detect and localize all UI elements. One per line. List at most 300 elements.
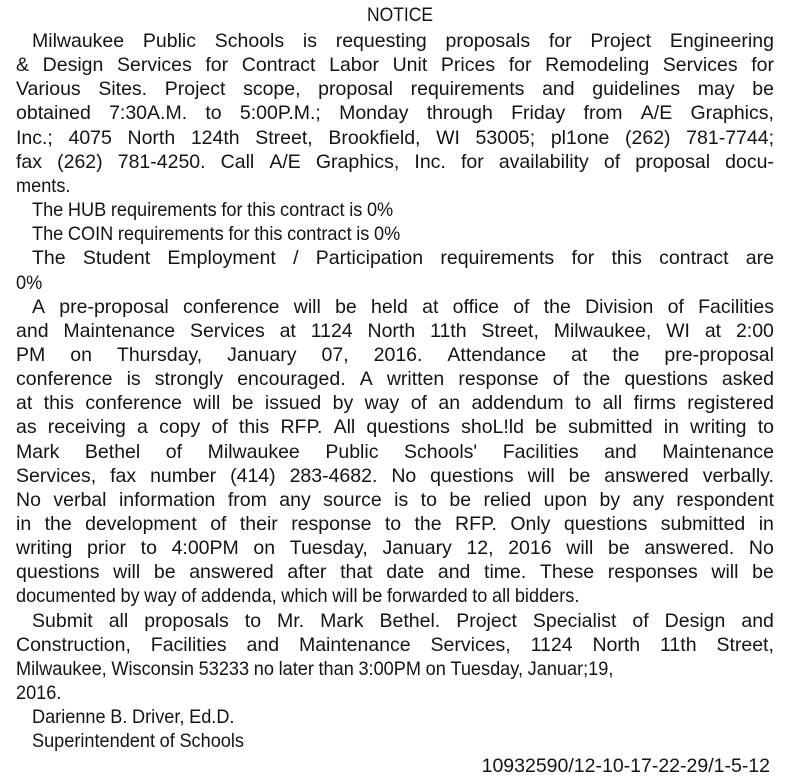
notice-word: January <box>227 343 297 366</box>
notice-word: after <box>287 561 327 584</box>
notice-word: Graphics, <box>315 150 400 173</box>
notice-word: is <box>126 368 141 391</box>
notice-word: Mark <box>320 609 364 632</box>
notice-word: to <box>384 513 402 535</box>
notice-word: asked <box>721 368 774 391</box>
notice-word: RFP. <box>455 513 497 535</box>
notice-word: will <box>527 464 555 487</box>
notice-word: 2016. <box>373 343 423 366</box>
notice-line <box>16 271 721 295</box>
notice-word: response <box>458 368 539 391</box>
notice-word: Prices <box>440 54 496 77</box>
notice-word: as <box>16 416 37 439</box>
notice-word: 781-7744; <box>686 126 774 149</box>
notice-word: of <box>603 150 621 173</box>
notice-word: from <box>227 488 267 511</box>
notice-word: of <box>632 609 649 632</box>
notice-word: to <box>757 416 774 439</box>
notice-word: bidders. <box>514 585 580 608</box>
notice-word: this <box>43 392 75 415</box>
notice-word: guidelines <box>592 78 681 101</box>
notice-word: will <box>113 561 141 584</box>
notice-word: Attendance <box>447 343 547 366</box>
notice-word: scope, <box>243 78 301 101</box>
notice-word: to <box>575 392 592 415</box>
notice-word: on <box>70 343 92 366</box>
notice-word: of <box>552 368 569 391</box>
notice-word: and <box>542 78 575 101</box>
notice-line <box>16 319 774 343</box>
notice-word: held <box>371 295 408 318</box>
notice-word: in <box>758 513 774 535</box>
notice-word: addendum <box>471 392 564 415</box>
notice-word: Project <box>164 78 226 101</box>
notice-word: 0% <box>374 223 401 246</box>
notice-word: Labor <box>329 54 379 77</box>
notice-word: Services <box>116 54 192 77</box>
notice-word: their <box>239 513 278 535</box>
notice-word: A/E <box>269 150 301 173</box>
notice-word: Design <box>42 54 104 77</box>
notice-word: Wisconsin <box>111 657 195 680</box>
notice-word: be <box>335 295 357 318</box>
notice-word: COIN <box>67 223 114 246</box>
notice-word: information <box>118 488 216 511</box>
notice-word: Friday <box>511 102 566 125</box>
notice-word: Division <box>585 295 654 318</box>
notice-word: Milwaukee <box>207 440 300 463</box>
notice-word: and <box>437 561 471 584</box>
notice-word: Driver, <box>132 706 185 729</box>
notice-word: fax <box>110 464 137 487</box>
notice-word: Schools <box>179 730 244 753</box>
notice-word: requirements <box>440 247 555 270</box>
notice-word: proposals <box>445 30 531 52</box>
notice-word: conference <box>85 392 182 415</box>
notice-word: way <box>144 585 177 608</box>
notice-word: Facilities <box>150 633 227 656</box>
notice-word: 2016. <box>16 682 62 705</box>
notice-word: Tuesday, <box>289 537 368 560</box>
notice-word: at <box>704 319 722 342</box>
notice-word: 0% <box>16 271 43 294</box>
notice-word: Unit <box>392 54 428 77</box>
notice-word: for <box>751 54 774 77</box>
notice-word: B. <box>110 706 128 729</box>
notice-word: of <box>159 730 175 753</box>
notice-word: by <box>599 488 621 511</box>
notice-word: development <box>85 513 197 535</box>
notice-word: No <box>391 464 417 487</box>
notice-word: all <box>492 585 511 608</box>
notice-word: upon <box>543 488 588 511</box>
notice-word: from <box>583 102 623 125</box>
notice-title: NOTICE <box>366 5 434 26</box>
notice-word: contract <box>280 199 345 222</box>
notice-word: Darienne <box>32 706 106 729</box>
notice-word: source <box>323 488 382 511</box>
notice-line <box>32 246 774 270</box>
notice-line <box>16 464 774 488</box>
notice-word: be <box>231 392 254 415</box>
notice-word: requirements <box>410 78 525 101</box>
notice-word: will <box>293 295 321 318</box>
notice-word: respondent <box>676 488 774 511</box>
notice-word: the <box>612 343 640 366</box>
notice-word: / <box>293 247 299 270</box>
notice-line <box>16 101 774 125</box>
notice-word: Sites. <box>98 78 148 101</box>
notice-line <box>32 29 774 53</box>
notice-word: answered <box>604 464 689 487</box>
notice-word: of <box>181 585 197 608</box>
notice-word: Inc.; <box>16 126 53 149</box>
notice-word: No <box>16 488 41 511</box>
notice-word: addenda, <box>200 585 277 608</box>
notice-word: verbally. <box>702 464 774 487</box>
notice-word: for <box>548 30 572 52</box>
notice-word: relied <box>483 488 532 511</box>
notice-word: receiving <box>47 416 126 439</box>
notice-word: North <box>592 633 641 656</box>
notice-word: is <box>356 223 370 246</box>
notice-word: be <box>449 488 472 511</box>
notice-word: Public <box>142 30 196 52</box>
notice-word: the <box>44 513 72 535</box>
notice-word: Graphics, <box>690 102 774 125</box>
notice-line <box>32 705 722 729</box>
notice-line <box>16 657 721 681</box>
notice-word: Design <box>664 609 726 632</box>
notice-word: to <box>472 585 488 608</box>
notice-word: 12, <box>466 537 494 560</box>
notice-word: this <box>247 199 276 222</box>
notice-word: to <box>420 488 437 511</box>
notice-word: Student <box>82 247 151 270</box>
notice-word: Facilities <box>502 440 579 463</box>
notice-word: on <box>425 657 446 680</box>
notice-word: be <box>607 537 630 560</box>
notice-word: to <box>205 102 222 125</box>
notice-word: Mr. <box>277 609 305 632</box>
notice-word: 53233 <box>198 657 250 680</box>
notice-word: proposal <box>635 150 711 173</box>
notice-word: Engineering <box>669 30 774 52</box>
document-id: 10932590/12-10-17-22-29/1-5-12 <box>481 755 770 777</box>
notice-word: strongly <box>154 368 224 391</box>
notice-word: proposals <box>144 609 229 632</box>
notice-line <box>16 391 774 415</box>
notice-word: this <box>611 247 642 270</box>
notice-word: 4:00PM <box>171 537 239 560</box>
notice-word: Inc. <box>414 150 446 173</box>
notice-word: 2:00 <box>735 319 774 342</box>
notice-line <box>16 174 721 198</box>
notice-word: Schools <box>214 30 285 52</box>
notice-word: January <box>382 537 452 560</box>
notice-word: may <box>697 78 735 101</box>
notice-word: The <box>32 199 64 222</box>
notice-line <box>16 512 774 536</box>
notice-word: all <box>108 609 129 632</box>
notice-word: of <box>513 295 530 318</box>
notice-word: contract <box>659 247 729 270</box>
notice-word: 1124 <box>530 633 573 656</box>
notice-word: A <box>359 368 373 391</box>
notice-word: at <box>16 392 33 415</box>
notice-word: Call <box>220 150 255 173</box>
notice-word: Contract <box>241 54 316 77</box>
notice-line <box>16 488 774 512</box>
notice-word: written <box>386 368 445 391</box>
notice-word: Milwaukee <box>32 30 125 52</box>
notice-word: of <box>211 416 228 439</box>
notice-line <box>16 77 774 101</box>
notice-word: All <box>333 416 356 439</box>
notice-word: Remodeling <box>545 54 650 77</box>
notice-word: Services, <box>430 633 511 656</box>
notice-line <box>16 440 774 464</box>
notice-word: Milwaukee, <box>16 657 107 680</box>
notice-word: Facilities <box>698 295 774 318</box>
notice-word: Januar;19, <box>527 657 614 680</box>
notice-word: on <box>253 537 276 560</box>
notice-line <box>32 729 722 753</box>
notice-word: (262) <box>57 150 103 173</box>
notice-word: will <box>711 561 739 584</box>
notice-word: pre-proposal <box>59 295 169 318</box>
notice-word: registered <box>687 392 774 415</box>
notice-word: Services <box>189 319 265 342</box>
notice-word: 1124 <box>310 319 353 342</box>
notice-word: questions <box>430 464 514 487</box>
notice-word: submitted <box>568 416 653 439</box>
notice-word: fax <box>16 150 43 173</box>
notice-word: in <box>16 513 32 535</box>
notice-word: pl1one <box>550 126 610 149</box>
notice-word: to <box>244 609 262 632</box>
notice-word: answered. <box>644 537 735 560</box>
notice-word: and <box>604 440 637 463</box>
notice-word: be <box>535 416 557 439</box>
notice-word: of <box>667 295 684 318</box>
notice-word: A <box>32 295 46 318</box>
notice-word: Superintendent <box>32 730 156 753</box>
notice-word: 53005; <box>475 126 536 149</box>
notice-word: Project <box>456 609 517 632</box>
notice-word: Various <box>16 78 81 101</box>
notice-word: availability <box>498 150 589 173</box>
notice-word: than <box>318 657 354 680</box>
notice-word: 5:00P.M.; <box>239 102 321 125</box>
notice-word: shoL!ld <box>461 416 524 439</box>
notice-word: 4075 <box>68 126 112 149</box>
notice-word: firms <box>633 392 676 415</box>
notice-word: Bethel. <box>379 609 441 632</box>
notice-word: be <box>752 78 774 101</box>
notice-word: (262) <box>625 126 671 149</box>
notice-word: 3:00PM <box>358 657 421 680</box>
notice-word: proposal <box>318 78 393 101</box>
notice-word: through <box>426 102 493 125</box>
notice-line <box>16 150 774 174</box>
notice-word: documented <box>16 585 116 608</box>
notice-line <box>16 126 774 150</box>
notice-word: Brookfield, <box>328 126 421 149</box>
notice-word: be <box>153 561 176 584</box>
notice-line <box>32 222 722 246</box>
notice-word: 07, <box>321 343 349 366</box>
notice-word: issued <box>264 392 322 415</box>
notice-word: a <box>137 416 148 439</box>
notice-word: by <box>120 585 140 608</box>
notice-word: Construction, <box>16 633 131 656</box>
notice-word: submitted <box>660 513 746 535</box>
notice-word: office <box>452 295 499 318</box>
notice-word: A/E <box>640 102 673 125</box>
notice-word: questions <box>366 416 450 439</box>
notice-word: this <box>238 416 270 439</box>
notice-line <box>32 609 774 633</box>
notice-word: will <box>332 585 358 608</box>
notice-line <box>32 295 774 319</box>
notice-word: be <box>752 561 774 584</box>
notice-word: Street, <box>716 633 774 656</box>
notice-word: ments. <box>16 174 71 197</box>
notice-word: Schools' <box>404 440 478 463</box>
notice-word: Mark <box>16 440 60 463</box>
notice-line <box>16 536 774 560</box>
notice-word: Maintenance <box>63 319 176 342</box>
notice-word: Maintenance <box>298 633 411 656</box>
notice-word: docu- <box>725 150 774 173</box>
notice-word: requirements <box>117 223 224 246</box>
notice-word: verbal <box>53 488 107 511</box>
notice-line <box>32 198 722 222</box>
notice-word: Only <box>510 513 551 535</box>
notice-word: prior <box>87 537 127 560</box>
notice-word: at <box>279 319 296 342</box>
notice-word: of <box>210 513 227 535</box>
notice-line <box>16 415 774 439</box>
notice-word: 7:30A.M. <box>109 102 188 125</box>
notice-word: an <box>438 392 461 415</box>
notice-word: is <box>394 488 409 511</box>
notice-word: and <box>741 609 774 632</box>
notice-word: The <box>32 247 66 270</box>
notice-word: response <box>291 513 372 535</box>
notice-word: for <box>228 223 250 246</box>
notice-word: conference <box>183 295 280 318</box>
notice-word: writing <box>690 416 747 439</box>
notice-word: of <box>165 440 183 463</box>
notice-line <box>16 560 774 584</box>
notice-word: the <box>583 368 611 391</box>
notice-word: contract <box>287 223 352 246</box>
notice-word: all <box>602 392 623 415</box>
notice-word: Ed.D. <box>189 706 235 729</box>
notice-word: Project <box>590 30 652 52</box>
notice-word: 0% <box>366 199 394 222</box>
notice-word: Public <box>325 440 379 463</box>
notice-word: writing <box>16 537 73 560</box>
notice-word: questions <box>563 513 648 535</box>
notice-word: 2016 <box>508 537 552 560</box>
notice-word: for <box>221 199 243 222</box>
notice-word: at <box>571 343 588 366</box>
notice-word: Specialist <box>532 609 617 632</box>
notice-line <box>16 343 774 367</box>
notice-word: and <box>246 633 280 656</box>
notice-word: Services <box>662 54 738 77</box>
notice-word: at <box>422 295 439 318</box>
notice-word: North <box>127 126 176 149</box>
notice-word: answered <box>189 561 274 584</box>
notice-word: any <box>279 488 311 511</box>
notice-word: Street, <box>481 319 539 342</box>
notice-word: pre-proposal <box>664 343 774 366</box>
notice-word: These <box>539 561 595 584</box>
notice-word: by <box>332 392 354 415</box>
notice-word: Milwaukee, <box>553 319 652 342</box>
notice-word: in <box>663 416 679 439</box>
notice-word: 11th <box>660 633 697 656</box>
notice-word: date <box>386 561 425 584</box>
notice-word: Employment <box>167 247 276 270</box>
notice-word: WI <box>666 319 690 342</box>
notice-word: to <box>140 537 157 560</box>
notice-word: 124th <box>190 126 240 149</box>
notice-word: is <box>349 199 363 222</box>
notice-line <box>16 53 774 77</box>
notice-word: this <box>254 223 283 246</box>
notice-word: the <box>543 295 571 318</box>
notice-word: PM <box>16 343 46 366</box>
notice-word: Bethel <box>84 440 141 463</box>
notice-word: Thursday, <box>116 343 203 366</box>
notice-word: No <box>748 537 774 560</box>
notice-word: 781-4250. <box>117 150 206 173</box>
notice-word: are <box>745 247 774 270</box>
notice-word: Street, <box>255 126 313 149</box>
notice-word: will <box>193 392 221 415</box>
notice-word: requirements <box>110 199 217 222</box>
notice-word: for <box>205 54 229 77</box>
notice-word: Submit <box>32 609 93 632</box>
notice-word: copy <box>159 416 201 439</box>
notice-word: be <box>362 585 383 608</box>
notice-word: no <box>253 657 274 680</box>
notice-word: requesting <box>335 30 427 52</box>
notice-word: The <box>32 223 64 246</box>
notice-word: forwarded <box>386 585 468 608</box>
notice-word: Maintenance <box>662 440 774 463</box>
notice-word: encouraged. <box>237 368 346 391</box>
notice-line <box>16 584 721 608</box>
notice-word: be <box>568 464 591 487</box>
notice-word: will <box>566 537 594 560</box>
notice-word: RFP. <box>280 416 323 439</box>
notice-line <box>16 633 774 657</box>
notice-word: Monday <box>339 102 409 125</box>
notice-word: way <box>364 392 400 415</box>
notice-word: that <box>340 561 373 584</box>
notice-word: time. <box>484 561 527 584</box>
notice-word: responses <box>607 561 698 584</box>
notice-word: Participation <box>315 247 424 270</box>
notice-word: Tuesday, <box>450 657 524 680</box>
notice-line <box>16 681 721 705</box>
